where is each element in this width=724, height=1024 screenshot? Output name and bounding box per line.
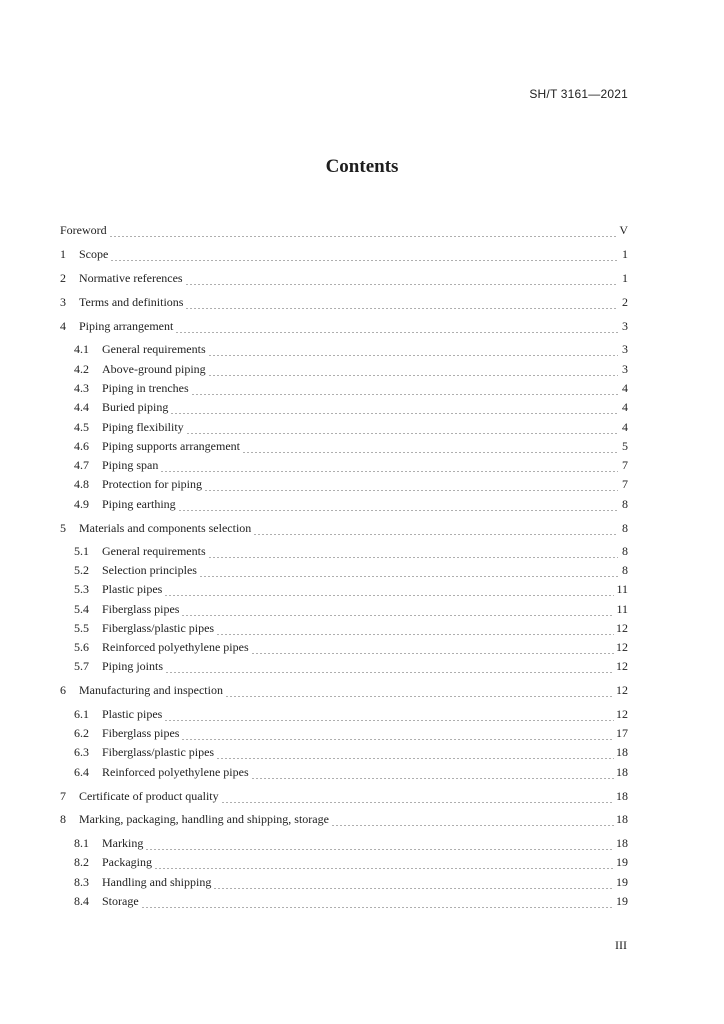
toc-entry-page: 19 xyxy=(616,855,628,869)
toc-entry xyxy=(60,295,628,313)
dot-leader xyxy=(186,433,618,434)
toc-entry xyxy=(74,745,628,763)
page-number: III xyxy=(615,938,627,952)
toc-entry xyxy=(74,544,628,562)
toc-entry xyxy=(60,683,628,701)
dot-leader xyxy=(165,672,614,673)
toc-entry-label: Fiberglass/plastic pipes xyxy=(102,621,215,635)
toc-entry-number: 5.7 xyxy=(74,659,89,673)
toc-entry xyxy=(74,640,628,658)
toc-entry-page: 4 xyxy=(622,381,628,395)
toc-entry-number: 4 xyxy=(60,319,66,333)
toc-entry-page: 1 xyxy=(622,271,628,285)
dot-leader xyxy=(141,907,614,908)
toc-entry xyxy=(60,247,628,265)
toc-entry-label: Normative references xyxy=(79,271,183,285)
dot-leader xyxy=(242,452,618,453)
toc-entry-number: 7 xyxy=(60,789,66,803)
toc-entry-page: 12 xyxy=(616,707,628,721)
toc-entry-page: 19 xyxy=(616,894,628,908)
toc-entry xyxy=(74,875,628,893)
toc-entry-page: 12 xyxy=(616,683,628,697)
toc-entry-page: 5 xyxy=(622,439,628,453)
toc-entry-number: 4.2 xyxy=(74,362,89,376)
toc-entry-label: Marking, packaging, handling and shipping, storage xyxy=(79,812,329,826)
toc-entry xyxy=(74,400,628,418)
toc-entry-label: Handling and shipping xyxy=(102,875,212,889)
toc-entry-page: 7 xyxy=(622,458,628,472)
dot-leader xyxy=(208,375,618,376)
toc-entry xyxy=(74,602,628,620)
dot-leader xyxy=(110,260,618,261)
dot-leader xyxy=(181,739,614,740)
toc-entry-label: Above-ground piping xyxy=(102,362,206,376)
toc-entry-page: 12 xyxy=(616,659,628,673)
toc-entry-label: Scope xyxy=(79,247,109,261)
dot-leader xyxy=(213,888,614,889)
page-title: Contents xyxy=(325,156,399,177)
toc-entry xyxy=(74,563,628,581)
dot-leader xyxy=(178,510,618,511)
toc-entry-page: 18 xyxy=(616,765,628,779)
toc-entry-label: Piping flexibility xyxy=(102,420,184,434)
toc-entry-label: Terms and definitions xyxy=(79,295,184,309)
toc-entry-page: 1 xyxy=(622,247,628,261)
toc-entry-number: 6.4 xyxy=(74,765,89,779)
toc-entry-number: 2 xyxy=(60,271,66,285)
toc-entry-page: 18 xyxy=(616,836,628,850)
dot-leader xyxy=(185,284,618,285)
toc-entry xyxy=(74,381,628,399)
toc-entry xyxy=(74,342,628,360)
toc-entry xyxy=(74,439,628,457)
toc-entry xyxy=(60,812,628,830)
toc-entry-number: 8 xyxy=(60,812,66,826)
toc-entry xyxy=(74,894,628,912)
dot-leader xyxy=(216,634,614,635)
toc-entry-page: 7 xyxy=(622,477,628,491)
toc-entry-number: 6 xyxy=(60,683,66,697)
dot-leader xyxy=(199,576,618,577)
toc-entry-label: Fiberglass pipes xyxy=(102,602,180,616)
toc-entry xyxy=(74,707,628,725)
toc-entry-label: Materials and components selection xyxy=(79,521,252,535)
toc-entry-number: 5.1 xyxy=(74,544,89,558)
toc-entry-number: 5.2 xyxy=(74,563,89,577)
dot-leader xyxy=(175,332,618,333)
dot-leader xyxy=(154,868,614,869)
toc-entry-page: 11 xyxy=(616,602,628,616)
toc-entry-number: 8.2 xyxy=(74,855,89,869)
toc-entry-label: Piping in trenches xyxy=(102,381,189,395)
standard-code: SH/T 3161—2021 xyxy=(529,87,628,101)
dot-leader xyxy=(109,236,618,237)
toc-entry xyxy=(74,659,628,677)
toc-entry-label: Plastic pipes xyxy=(102,707,163,721)
toc-entry xyxy=(74,362,628,380)
toc-entry-label: Marking xyxy=(102,836,144,850)
toc-entry-number: 4.6 xyxy=(74,439,89,453)
toc-entry xyxy=(60,271,628,289)
toc-entry-label: Foreword xyxy=(60,223,107,237)
toc-entry-page: 17 xyxy=(616,726,628,740)
toc-entry-page: 11 xyxy=(616,582,628,596)
toc-entry-page: 8 xyxy=(622,563,628,577)
toc-entry xyxy=(74,836,628,854)
dot-leader xyxy=(225,696,614,697)
dot-leader xyxy=(160,471,618,472)
toc-entry-label: Fiberglass pipes xyxy=(102,726,180,740)
toc-entry-number: 4.9 xyxy=(74,497,89,511)
toc-entry xyxy=(74,726,628,744)
toc-entry-label: Selection principles xyxy=(102,563,197,577)
toc-entry-number: 1 xyxy=(60,247,66,261)
toc-entry xyxy=(74,582,628,600)
toc-entry xyxy=(74,497,628,515)
toc-entry-label: General requirements xyxy=(102,342,206,356)
toc-entry-label: Certificate of product quality xyxy=(79,789,219,803)
toc-entry-label: Reinforced polyethylene pipes xyxy=(102,640,249,654)
dot-leader xyxy=(208,355,618,356)
dot-leader xyxy=(185,308,618,309)
toc-entry-label: Buried piping xyxy=(102,400,169,414)
toc-entry-label: Storage xyxy=(102,894,139,908)
dot-leader xyxy=(191,394,618,395)
dot-leader xyxy=(221,802,614,803)
toc-entry-page: 3 xyxy=(622,319,628,333)
toc-entry-page: 19 xyxy=(616,875,628,889)
toc-entry-page: 2 xyxy=(622,295,628,309)
dot-leader xyxy=(204,490,618,491)
toc-entry xyxy=(74,621,628,639)
toc-entry-number: 4.1 xyxy=(74,342,89,356)
toc-entry-number: 8.4 xyxy=(74,894,89,908)
toc-entry-page: 18 xyxy=(616,789,628,803)
toc-entry-number: 5.5 xyxy=(74,621,89,635)
toc-entry-page: 18 xyxy=(616,812,628,826)
dot-leader xyxy=(251,653,614,654)
toc-entry-number: 4.5 xyxy=(74,420,89,434)
toc-entry-label: Manufacturing and inspection xyxy=(79,683,223,697)
dot-leader xyxy=(208,557,618,558)
toc-entry-number: 4.8 xyxy=(74,477,89,491)
toc-entry xyxy=(60,789,628,807)
toc-entry xyxy=(74,477,628,495)
toc-entry-number: 5.3 xyxy=(74,582,89,596)
dot-leader xyxy=(181,615,614,616)
toc-entry-page: 3 xyxy=(622,362,628,376)
toc-entry-label: Reinforced polyethylene pipes xyxy=(102,765,249,779)
dot-leader xyxy=(253,534,618,535)
toc-entry-page: 18 xyxy=(616,745,628,759)
dot-leader xyxy=(145,849,614,850)
toc-entry-number: 4.7 xyxy=(74,458,89,472)
toc-entry xyxy=(74,765,628,783)
toc-entry-number: 6.3 xyxy=(74,745,89,759)
toc-entry-label: Piping arrangement xyxy=(79,319,174,333)
toc-entry xyxy=(60,223,628,241)
toc-entry-label: Packaging xyxy=(102,855,152,869)
toc-entry-number: 4.3 xyxy=(74,381,89,395)
toc-entry-label: Piping supports arrangement xyxy=(102,439,240,453)
toc-entry-label: Plastic pipes xyxy=(102,582,163,596)
toc-entry-number: 4.4 xyxy=(74,400,89,414)
toc-entry-page: 12 xyxy=(616,621,628,635)
toc-entry-page: 8 xyxy=(622,521,628,535)
toc-entry-label: Piping joints xyxy=(102,659,164,673)
toc-entry-number: 6.2 xyxy=(74,726,89,740)
toc-entry-page: 4 xyxy=(622,400,628,414)
toc-entry-number: 8.1 xyxy=(74,836,89,850)
toc-entry-number: 5.4 xyxy=(74,602,89,616)
toc-entry-page: 8 xyxy=(622,497,628,511)
toc-entry-number: 6.1 xyxy=(74,707,89,721)
dot-leader xyxy=(170,413,618,414)
toc-entry-number: 5 xyxy=(60,521,66,535)
toc-entry-number: 5.6 xyxy=(74,640,89,654)
toc-entry-page: 12 xyxy=(616,640,628,654)
toc-entry-label: Fiberglass/plastic pipes xyxy=(102,745,215,759)
toc-entry-number: 3 xyxy=(60,295,66,309)
toc-entry-label: General requirements xyxy=(102,544,206,558)
toc-entry xyxy=(74,855,628,873)
dot-leader xyxy=(164,595,614,596)
dot-leader xyxy=(216,758,614,759)
toc-entry-number: 8.3 xyxy=(74,875,89,889)
toc-entry-label: Piping earthing xyxy=(102,497,176,511)
toc-entry-page: 8 xyxy=(622,544,628,558)
toc-entry-label: Protection for piping xyxy=(102,477,202,491)
toc-entry-page: V xyxy=(619,223,628,237)
toc-entry-label: Piping span xyxy=(102,458,159,472)
toc-entry xyxy=(74,420,628,438)
dot-leader xyxy=(164,720,614,721)
dot-leader xyxy=(251,778,614,779)
toc-entry-page: 3 xyxy=(622,342,628,356)
toc-entry xyxy=(60,319,628,337)
toc-entry-page: 4 xyxy=(622,420,628,434)
dot-leader xyxy=(331,825,614,826)
toc-entry xyxy=(60,521,628,539)
toc-entry xyxy=(74,458,628,476)
